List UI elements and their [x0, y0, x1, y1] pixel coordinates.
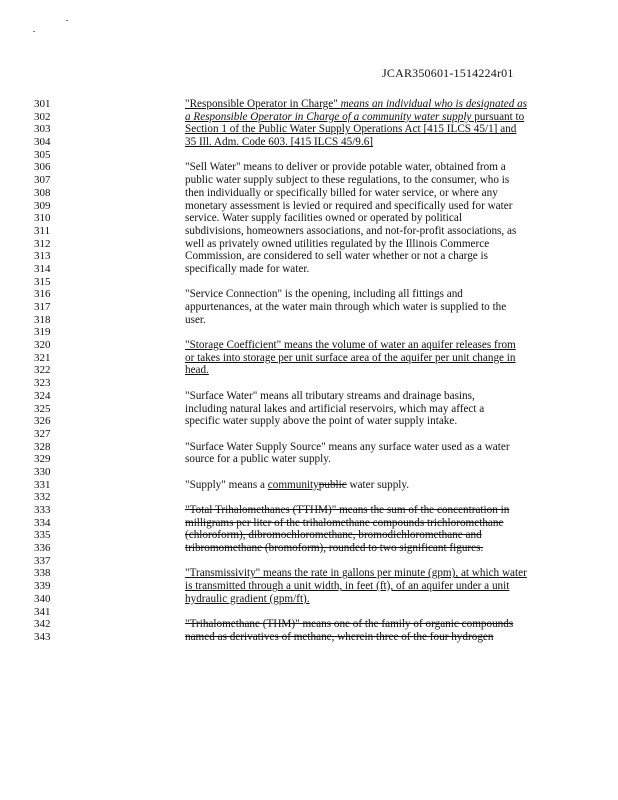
line-number: 339: [34, 580, 51, 593]
text-segment: including natural lakes and artificial reservoirs, which may affect a: [185, 402, 485, 415]
text-segment: (chloroform), dibromochloromethane, bromodichloromethane and: [185, 529, 482, 542]
line-text: [185, 238, 489, 251]
document-line: [0, 174, 618, 187]
document-line: [0, 314, 618, 327]
line-number: 341: [34, 605, 51, 618]
text-segment: "Service Connection" is the opening, including all fittings and: [185, 288, 463, 301]
line-number: 319: [34, 326, 51, 339]
line-text: [185, 200, 512, 213]
document-line: [0, 263, 618, 276]
line-number: 336: [34, 542, 51, 555]
line-number: 338: [34, 567, 51, 580]
text-segment: tribromomethane (bromoform), rounded to two significant figures.: [185, 542, 484, 555]
document-line: [0, 98, 618, 111]
document-line: [0, 339, 618, 352]
document-line: [0, 415, 618, 428]
line-text: [185, 98, 527, 111]
text-segment: service. Water supply facilities owned or operated by political: [185, 212, 462, 225]
text-segment: Section 1 of the Public Water Supply Operations Act [415 ILCS 45/1] and: [185, 123, 517, 136]
document-line: [0, 580, 618, 593]
line-number: 303: [34, 123, 51, 136]
line-text: [185, 580, 509, 593]
document-line: [0, 453, 618, 466]
line-text: [185, 136, 373, 149]
line-number: 301: [34, 98, 51, 110]
text-segment: named as derivatives of methane, wherein three of the four hydrogen: [185, 630, 494, 643]
line-number: 326: [34, 415, 51, 428]
document-line: [0, 466, 618, 479]
text-segment: "Surface Water" means all tributary streams and drainage basins,: [185, 389, 475, 402]
line-number: 333: [34, 504, 51, 516]
line-number: 337: [34, 554, 51, 567]
line-number: 342: [34, 618, 51, 631]
line-number: 304: [34, 136, 51, 149]
line-text: [185, 479, 409, 492]
line-text: [185, 352, 516, 365]
line-number: 325: [34, 402, 51, 415]
line-number: 324: [34, 389, 51, 402]
line-number: 330: [34, 465, 51, 478]
text-segment: monetary assessment is levied or required and specifically used for water: [185, 199, 513, 212]
document-line: [0, 161, 618, 174]
line-number: 314: [34, 262, 51, 275]
text-segment: Commission, are considered to sell water whether or not a charge is: [185, 250, 489, 263]
line-number: 311: [34, 224, 51, 237]
line-number: 312: [34, 237, 51, 250]
line-text: [185, 250, 488, 263]
document-line: [0, 491, 618, 504]
text-segment: "Supply" means a: [185, 478, 268, 491]
scan-speck: [66, 20, 68, 21]
line-text: [185, 415, 457, 428]
text-segment: user.: [185, 313, 206, 326]
line-text: [185, 567, 527, 580]
text-segment: public water supply subject to these regulations, to the consumer, who is: [185, 174, 510, 187]
text-segment: community: [267, 478, 319, 491]
text-segment: is transmitted through a unit width, in feet (ft), of an aquifer under a unit: [185, 580, 510, 593]
line-text: [185, 263, 309, 276]
text-segment: or takes into storage per unit surface area of the aquifer per unit change in: [185, 351, 516, 364]
document-line: [0, 276, 618, 289]
line-text: [185, 631, 493, 644]
line-number: 317: [34, 301, 51, 313]
line-text: [185, 161, 506, 174]
document-line: [0, 238, 618, 251]
document-line: [0, 352, 618, 365]
text-segment: 35 Ill. Adm. Code 603. [415 ILCS 45/9.6]: [185, 136, 374, 149]
document-line: [0, 225, 618, 238]
text-segment: pursuant to: [471, 110, 525, 123]
line-text: [185, 339, 516, 352]
text-segment: hydraulic gradient (gpm/ft).: [185, 592, 310, 605]
line-text: [185, 453, 331, 466]
text-segment: water supply.: [346, 478, 410, 491]
line-text: [185, 212, 462, 225]
line-number: 321: [34, 351, 51, 364]
document-line: [0, 377, 618, 390]
line-number: 302: [34, 110, 51, 123]
document-line: [0, 250, 618, 263]
line-text: [185, 517, 503, 530]
line-text: [185, 314, 206, 327]
document-line: [0, 542, 618, 555]
text-segment: subdivisions, homeowners associations, and not-for-profit associations, as: [185, 224, 517, 237]
document-line: [0, 606, 618, 619]
line-text: [185, 618, 513, 631]
line-number: 320: [34, 339, 51, 352]
line-number: 305: [34, 148, 51, 161]
line-number: 316: [34, 288, 51, 301]
text-segment: "Responsible Operator in Charge": [185, 98, 341, 110]
text-segment: public: [318, 478, 347, 491]
line-number: 310: [34, 212, 51, 225]
text-segment: milligrams per liter of the trihalomethane compounds trichloromethane: [185, 516, 504, 529]
document-line: [0, 618, 618, 631]
document-line: [0, 441, 618, 454]
document-line: [0, 504, 618, 517]
line-text: [185, 364, 209, 377]
line-text: [185, 390, 475, 403]
document-line: [0, 326, 618, 339]
document-line: [0, 529, 618, 542]
line-text: [185, 301, 506, 314]
line-number: 318: [34, 313, 51, 326]
line-number: 335: [34, 529, 51, 542]
line-number: 327: [34, 427, 51, 440]
line-number: 306: [34, 161, 51, 174]
text-segment: specific water supply above the point of water supply intake.: [185, 415, 458, 428]
text-segment: well as privately owned utilities regulated by the Illinois Commerce: [185, 237, 490, 250]
text-segment: head.: [185, 364, 209, 377]
line-number: 332: [34, 491, 51, 504]
text-segment: then individually or specifically billed for water service, or where any: [185, 186, 498, 199]
line-text: [185, 288, 463, 301]
line-text: [185, 123, 516, 136]
line-number: 343: [34, 630, 51, 643]
document-line: [0, 364, 618, 377]
document-line: [0, 136, 618, 149]
text-segment: "Trihalomethane (THM)" means one of the family of organic compounds: [185, 618, 514, 631]
line-text: [185, 593, 310, 606]
document-body: [0, 98, 618, 644]
text-segment: source for a public water supply.: [185, 453, 331, 466]
document-line: [0, 123, 618, 136]
document-line: [0, 567, 618, 580]
scan-speck: [33, 31, 35, 32]
text-segment: "Sell Water" means to deliver or provide potable water, obtained from a: [185, 161, 506, 174]
line-number: 315: [34, 275, 51, 288]
text-segment: appurtenances, at the water main through which water is supplied to the: [185, 301, 507, 313]
document-line: [0, 301, 618, 314]
line-text: [185, 111, 524, 124]
line-text: [185, 529, 482, 542]
text-segment: "Total Trihalomethanes (TTHM)" means the sum of the concentration in: [185, 504, 510, 516]
document-line: [0, 428, 618, 441]
document-line: [0, 517, 618, 530]
line-number: 313: [34, 250, 51, 263]
document-line: [0, 631, 618, 644]
line-text: [185, 225, 516, 238]
line-text: [185, 441, 510, 454]
document-line: [0, 593, 618, 606]
line-text: [185, 174, 509, 187]
text-segment: means an individual who is designated as: [340, 98, 528, 110]
document-line: [0, 390, 618, 403]
line-number: 309: [34, 199, 51, 212]
text-segment: specifically made for water.: [185, 262, 310, 275]
text-segment: "Surface Water Supply Source" means any surface water used as a water: [185, 440, 510, 453]
line-number: 328: [34, 440, 51, 453]
document-line: [0, 187, 618, 200]
line-text: [185, 542, 483, 555]
document-line: [0, 555, 618, 568]
line-number: 308: [34, 186, 51, 199]
line-number: 307: [34, 174, 51, 187]
document-line: [0, 111, 618, 124]
text-segment: "Storage Coefficient" means the volume of water an aquifer releases from: [185, 339, 516, 352]
line-number: 331: [34, 478, 51, 491]
document-line: [0, 403, 618, 416]
document-id-header: JCAR350601-1514224r01: [382, 66, 514, 80]
line-number: 323: [34, 377, 51, 390]
document-line: [0, 479, 618, 492]
document-line: [0, 288, 618, 301]
line-text: [185, 403, 484, 416]
line-number: 334: [34, 516, 51, 529]
text-segment: a Responsible Operator in Charge of a community water supply: [185, 110, 472, 123]
document-line: [0, 200, 618, 213]
line-number: 322: [34, 364, 51, 377]
line-number: 340: [34, 592, 51, 605]
document-line: [0, 212, 618, 225]
line-text: [185, 187, 498, 200]
line-text: [185, 504, 509, 517]
document-line: [0, 149, 618, 162]
text-segment: "Transmissivity" means the rate in gallons per minute (gpm), at which water: [185, 567, 527, 580]
line-number: 329: [34, 453, 51, 466]
